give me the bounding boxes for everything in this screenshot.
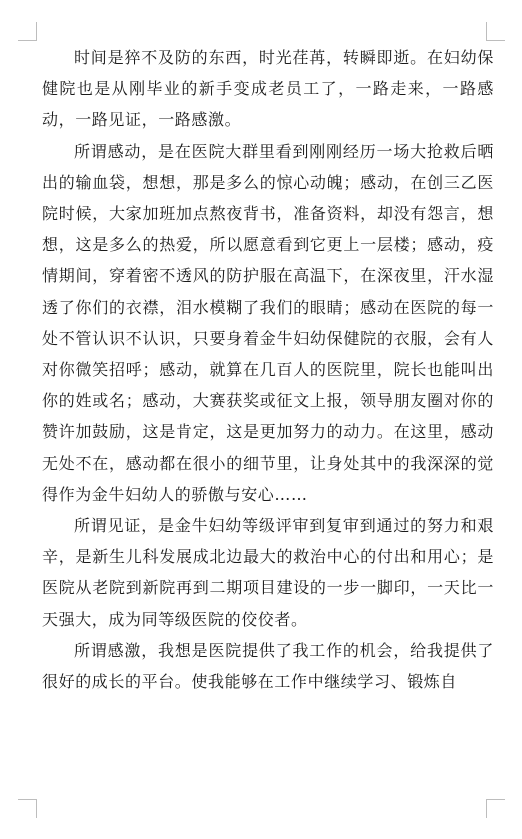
paragraph-intro: 时间是猝不及防的东西，时光荏苒，转瞬即逝。在妇幼保健院也是从刚毕业的新手变成老员工了，一路走来，一路感动，一路见证，一路感激。 [42,48,494,130]
page-corner-mark-top-right [486,22,505,41]
page-corner-mark-bottom-left [18,799,37,818]
page-corner-mark-bottom-right [486,799,505,818]
paragraph-gratitude-moved: 所谓感动，是在医院大群里看到刚刚经历一场大抢救后晒出的输血袋，想想，那是多么的惊心动魄；感动，在创三乙医院时候，大家加班加点熬夜背书，准备资料，却没有怨言，想想，这是多么的热爱，所以愿意看到它更上一层楼；感动，疫情期间，穿着密不透风的防护服在高温下，在深夜里，汗水湿透了你们的衣襟，泪水模糊了我们的眼睛；感动在医院的每一处不管认识不认识，只要身着金牛妇幼保健院的衣服，会有人对你微笑招呼；感动，就算在几百人的医院里，院长也能叫出你的姓或名；感动，大赛获奖或征文上报，领导朋友圈对你的赞许加鼓励，这是肯定，这是更加努力的动力。在这里，感动无处不在，感动都在很小的细节里，让身处其中的我深深的觉得作为金牛妇幼人的骄傲与安心…… [42,141,494,504]
paragraph-witness: 所谓见证，是金牛妇幼等级评审到复审到通过的努力和艰辛，是新生儿科发展成北边最大的救治中心的付出和用心；是医院从老院到新院再到二期项目建设的一步一脚印，一天比一天强大，成为同等级医院的佼佼者。 [42,516,494,629]
page-corner-mark-top-left [18,22,37,41]
paragraph-thankfulness: 所谓感激，我想是医院提供了我工作的机会，给我提供了很好的成长的平台。使我能够在工作中继续学习、锻炼自 [42,640,494,692]
document-body[interactable] [42,42,494,697]
